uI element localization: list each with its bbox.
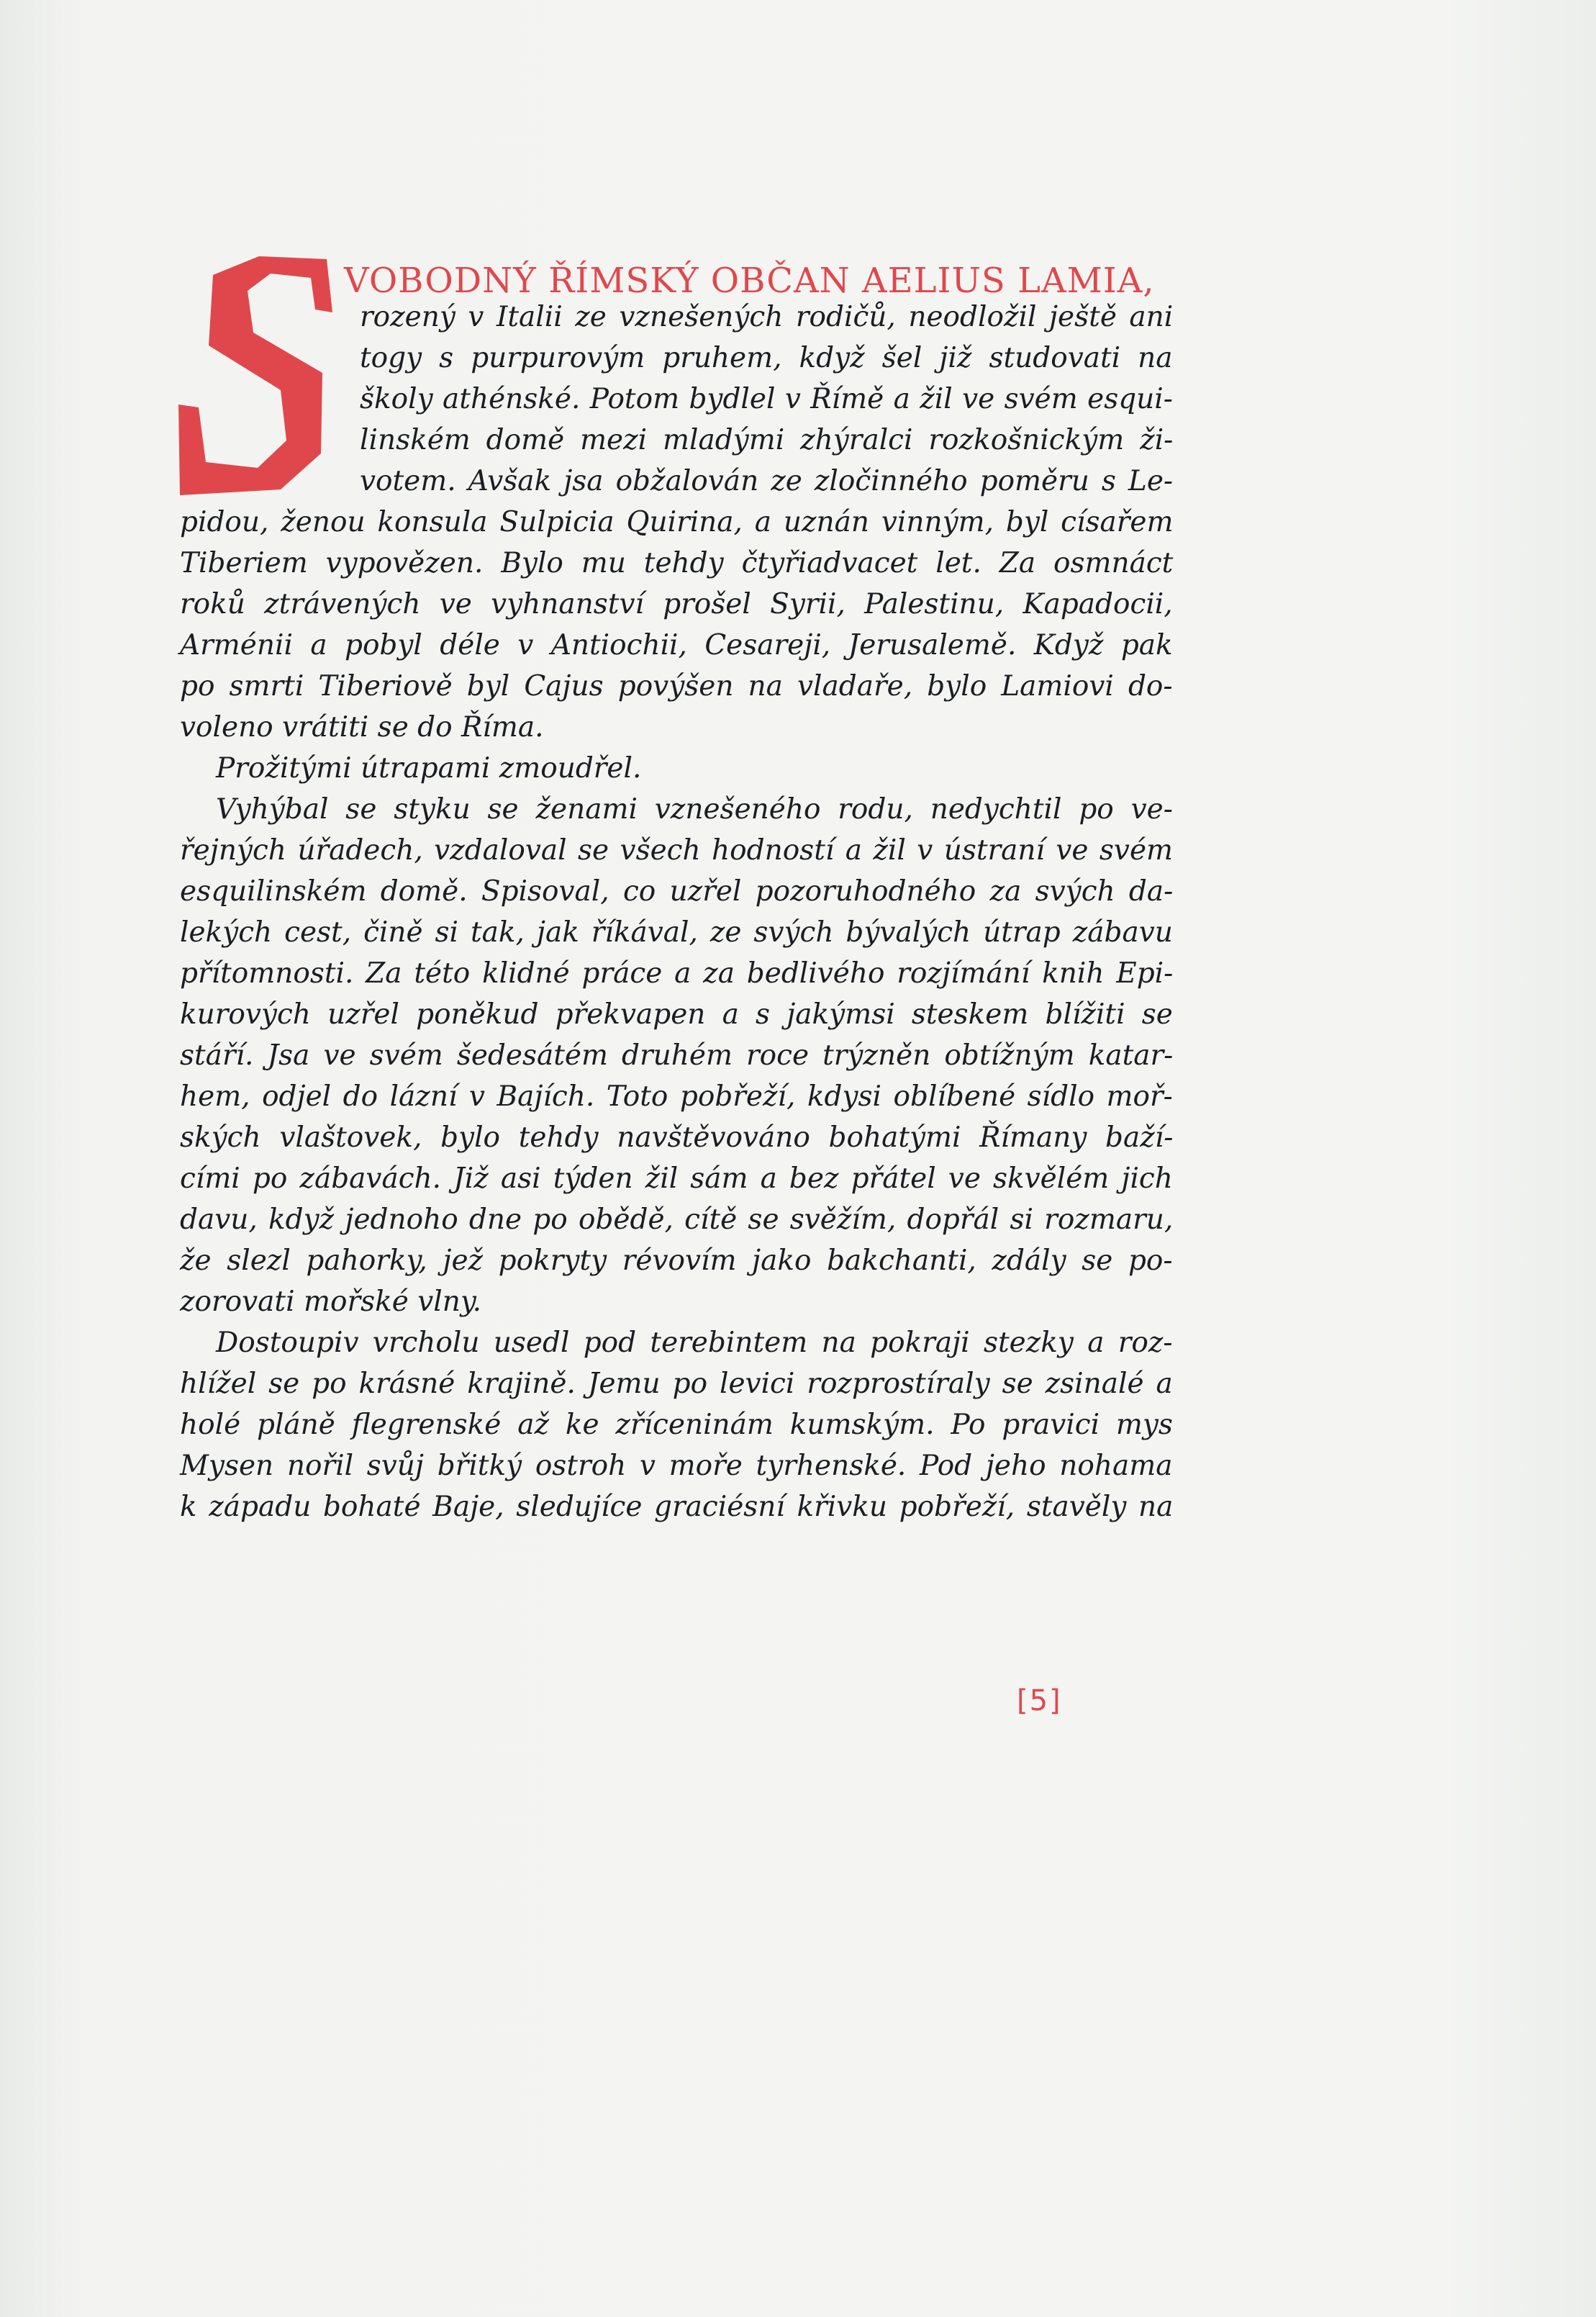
text-line: hem, odjel do lázní v Bajích. Toto pobřeží, kdysi oblíbené sídlo moř- (180, 1080, 1173, 1113)
drop-cap-s-graphic (173, 238, 338, 504)
text-line: ských vlaštovek, bylo tehdy navštěvováno bohatými Římany baží- (180, 1121, 1174, 1154)
text-line: Tiberiem vypovězen. Bylo mu tehdy čtyřiadvacet let. Za osmnáct (180, 547, 1174, 579)
text-line: togy s purpurovým pruhem, když šel již studovati na (360, 342, 1173, 374)
text-line: roků ztrávených ve vyhnanství prošel Syrii, Palestinu, Kapadocii, (180, 588, 1173, 620)
text-line: hlížel se po krásné krajině. Jemu po levici rozprostíraly se zsinalé a (180, 1368, 1173, 1400)
text-line: zorovati mořské vlny. (180, 1286, 482, 1318)
text-line: cími po zábavách. Již asi týden žil sám a bez přátel ve skvělém jich (180, 1162, 1173, 1195)
text-line: kurových uzřel poněkud překvapen a s jakýmsi steskem blížiti se (180, 998, 1173, 1031)
text-line: esquilinském domě. Spisoval, co uzřel pozoruhodného za svých da- (180, 875, 1174, 908)
text-line: lekých cest, čině si tak, jak říkával, ze svých bývalých útrap zábavu (180, 916, 1173, 949)
page-number: [5] (1017, 1684, 1062, 1717)
text-line: Arménii a pobyl déle v Antiochii, Cesareji, Jerusalemě. Když pak (180, 629, 1173, 661)
text-line: pidou, ženou konsula Sulpicia Quirina, a uznán vinným, byl císařem (180, 506, 1174, 538)
text-line: k západu bohaté Baje, sledujíce graciésní křivku pobřeží, stavěly na (180, 1491, 1174, 1523)
text-line: Vyhýbal se styku se ženami vznešeného rodu, nedychtil po ve- (216, 793, 1173, 826)
text-line: holé pláně flegrenské až ke zříceninám kumským. Po pravici mys (180, 1409, 1173, 1441)
text-line: Dostoupiv vrcholu usedl pod terebintem na pokraji stezky a roz- (216, 1327, 1173, 1359)
text-line: přítomnosti. Za této klidné práce a za bedlivého rozjímání knih Epi- (180, 957, 1174, 990)
text-line: Prožitými útrapami zmoudřel. (216, 752, 642, 785)
drop-cap-s (173, 238, 338, 504)
text-line: že slezl pahorky, jež pokryty révovím jako bakchanti, zdály se po- (180, 1245, 1173, 1277)
text-line: řejných úřadech, vzdaloval se všech hodností a žil v ústraní ve svém (180, 834, 1174, 867)
text-line: linském domě mezi mladými zhýralci rozkošnickým ži- (360, 424, 1174, 456)
text-line: Mysen nořil svůj břitký ostroh v moře tyrhenské. Pod jeho nohama (180, 1450, 1173, 1482)
text-line: školy athénské. Potom bydlel v Římě a žil ve svém esqui- (360, 383, 1173, 415)
text-line: stáří. Jsa ve svém šedesátém druhém roce trýzněn obtížným katar- (180, 1039, 1174, 1072)
text-line: voleno vrátiti se do Říma. (180, 711, 544, 744)
text-line: davu, když jednoho dne po obědě, cítě se svěžím, dopřál si rozmaru, (180, 1203, 1174, 1236)
text-line: votem. Avšak jsa obžalován ze zločinného poměru s Le- (360, 465, 1174, 497)
text-line: rozený v Italii ze vznešených rodičů, neodložil ještě ani (360, 301, 1174, 333)
text-line: po smrti Tiberiově byl Cajus povýšen na vladaře, bylo Lamiovi do- (180, 670, 1173, 703)
opening-small-caps: VOBODNÝ ŘÍMSKÝ OBČAN AELIUS LAMIA, (344, 261, 1155, 301)
